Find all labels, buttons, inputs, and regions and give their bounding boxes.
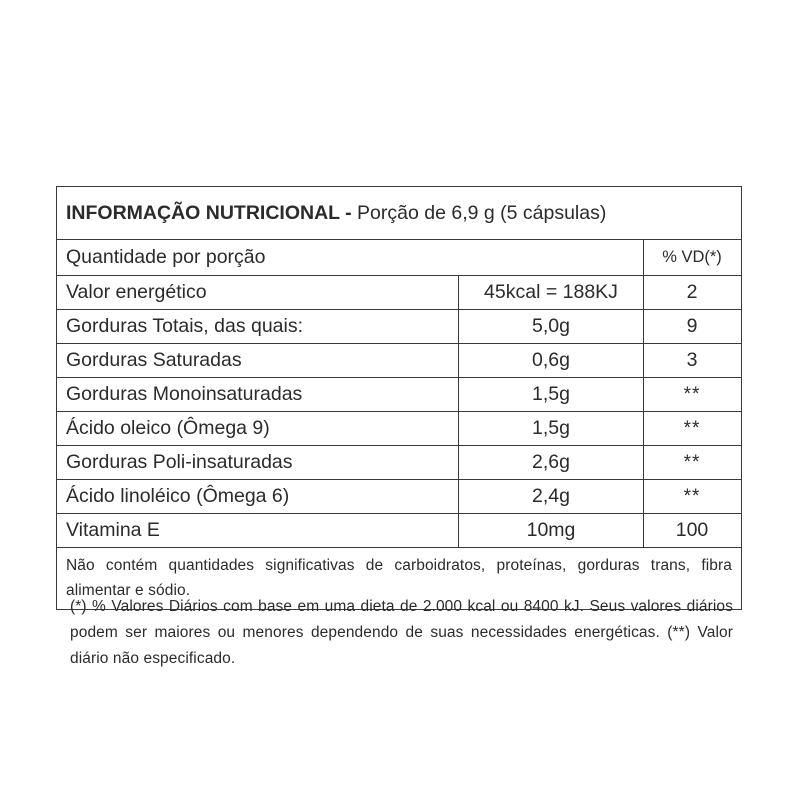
nutrient-name: Ácido linoléico (Ômega 6): [66, 485, 290, 507]
nutrient-name: Gorduras Monoinsaturadas: [66, 383, 303, 405]
nutrient-vd: 2: [643, 276, 740, 309]
nutrient-amount: 1,5g: [458, 378, 643, 411]
table-row: [57, 310, 741, 344]
table-title: [57, 187, 741, 240]
table-row: [57, 446, 741, 480]
nutrient-amount: 2,6g: [458, 446, 643, 479]
nutrition-facts-table: [56, 186, 742, 610]
table-row: [57, 480, 741, 514]
header-vd: % VD(*): [643, 240, 740, 275]
nutrient-name: Gorduras Poli-insaturadas: [66, 451, 293, 473]
table-note: Não contém quantidades significativas de carboidratos, proteínas, gorduras trans, fibra alimentar e sódio.: [66, 557, 732, 599]
nutrient-name: Gorduras Saturadas: [66, 349, 242, 371]
nutrient-amount: 45kcal = 188KJ: [458, 276, 643, 309]
nutrient-name: Vitamina E: [66, 519, 160, 541]
title-serving: Porção de 6,9 g (5 cápsulas): [351, 201, 607, 224]
nutrient-amount: 10mg: [458, 514, 643, 547]
header-quantity: Quantidade por porção: [66, 246, 266, 268]
header-row: [57, 240, 741, 276]
footnote: (*) % Valores Diários com base em uma dieta de 2.000 kcal ou 8400 kJ. Seus valores diários podem ser maiores ou menores dependendo de suas necessidades energéticas. (**) Valor diário não especificado.: [70, 598, 733, 667]
nutrient-vd: 9: [643, 310, 740, 343]
nutrient-amount: 0,6g: [458, 344, 643, 377]
nutrient-name: Valor energético: [66, 281, 207, 303]
nutrient-name: Ácido oleico (Ômega 9): [66, 417, 270, 439]
nutrient-vd: **: [643, 378, 740, 411]
nutrient-vd: 3: [643, 344, 740, 377]
table-row: [57, 378, 741, 412]
table-row: [57, 412, 741, 446]
nutrient-vd: **: [643, 480, 740, 513]
nutrient-vd: **: [643, 446, 740, 479]
nutrient-name: Gorduras Totais, das quais:: [66, 315, 304, 337]
nutrient-vd: 100: [643, 514, 740, 547]
nutrient-amount: 2,4g: [458, 480, 643, 513]
nutrient-amount: 5,0g: [458, 310, 643, 343]
table-row: [57, 514, 741, 548]
table-row: [57, 344, 741, 378]
table-row: [57, 276, 741, 310]
nutrient-vd: **: [643, 412, 740, 445]
nutrient-amount: 1,5g: [458, 412, 643, 445]
title-bold: INFORMAÇÃO NUTRICIONAL -: [66, 201, 352, 224]
